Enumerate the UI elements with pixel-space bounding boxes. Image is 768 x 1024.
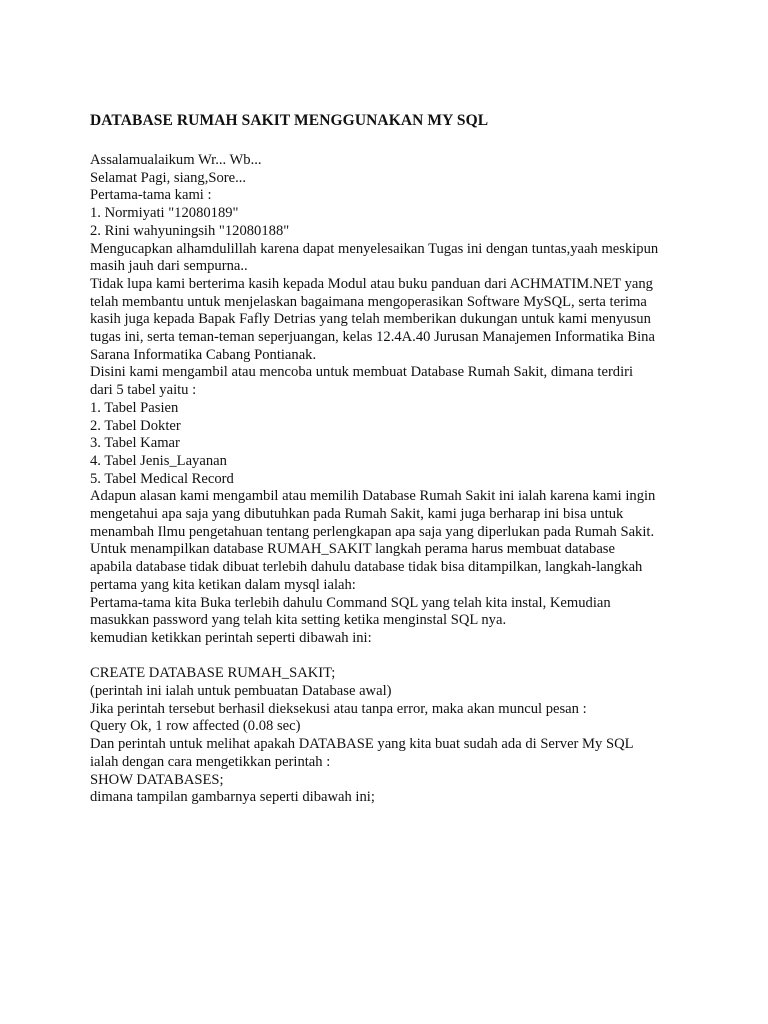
text-line: 3. Tabel Kamar <box>90 435 180 452</box>
text-line: Untuk menampilkan database RUMAH_SAKIT langkah perama harus membuat database <box>90 541 615 558</box>
text-line: Pertama-tama kami : <box>90 187 212 204</box>
text-line: 5. Tabel Medical Record <box>90 470 234 487</box>
document-title: DATABASE RUMAH SAKIT MENGGUNAKAN MY SQL <box>90 112 489 129</box>
text-line: 1. Tabel Pasien <box>90 399 179 416</box>
text-line: Mengucapkan alhamdulillah karena dapat menyelesaikan Tugas ini dengan tuntas,yaah meskipun <box>90 240 659 257</box>
text-line: tugas ini, serta teman-teman seperjuangan, kelas 12.4A.40 Jurusan Manajemen Informatika Bina <box>90 329 655 346</box>
blank-line <box>90 648 690 666</box>
text-line: SHOW DATABASES; <box>90 771 224 788</box>
text-line: mengetahui apa saja yang dibutuhkan pada Rumah Sakit, kami juga berharap ini bisa untuk <box>90 506 624 523</box>
text-line: pertama yang kita ketikan dalam mysql ialah: <box>90 576 356 593</box>
text-line: Jika perintah tersebut berhasil dieksekusi atau tanpa error, maka akan muncul pesan : <box>90 700 587 717</box>
text-line: 1. Normiyati "12080189" <box>90 205 239 222</box>
text-line: Assalamualaikum Wr... Wb... <box>90 152 262 168</box>
text-line: ialah dengan cara mengetikkan perintah : <box>90 753 331 770</box>
text-line: 2. Tabel Dokter <box>90 417 181 434</box>
text-line: dimana tampilan gambarnya seperti dibawah ini; <box>90 789 375 806</box>
text-line: CREATE DATABASE RUMAH_SAKIT; <box>90 665 336 682</box>
text-line: kasih juga kepada Bapak Fafly Detrias yang telah memberikan dukungan untuk kami menyusun <box>90 311 651 328</box>
text-line: masukkan password yang telah kita setting ketika menginstal SQL nya. <box>90 612 507 629</box>
text-line: Pertama-tama kita Buka terlebih dahulu Command SQL yang telah kita instal, Kemudian <box>90 594 611 611</box>
text-line: 4. Tabel Jenis_Layanan <box>90 452 227 469</box>
text-line: dari 5 tabel yaitu : <box>90 382 197 399</box>
text-line: telah membantu untuk menjelaskan bagaimana mengoperasikan Software MySQL, serta terima <box>90 293 647 310</box>
text-line: (perintah ini ialah untuk pembuatan Database awal) <box>90 683 392 700</box>
text-line: menambah Ilmu pengetahuan tentang perlengkapan apa saja yang diperlukan pada Rumah Sakit. <box>90 523 655 540</box>
document-body <box>90 152 690 807</box>
text-line: 2. Rini wahyuningsih "12080188" <box>90 222 290 239</box>
text-line: Query Ok, 1 row affected (0.08 sec) <box>90 718 301 735</box>
text-line: Sarana Informatika Cabang Pontianak. <box>90 346 317 363</box>
text-line: Adapun alasan kami mengambil atau memilih Database Rumah Sakit ini ialah karena kami ingin <box>90 488 656 505</box>
text-line: Tidak lupa kami berterima kasih kepada Modul atau buku panduan dari ACHMATIM.NET yang <box>90 275 653 292</box>
text-line: Selamat Pagi, siang,Sore... <box>90 169 247 186</box>
text-line: apabila database tidak dibuat terlebih dahulu database tidak bisa ditampilkan, langkah-langkah <box>90 559 643 576</box>
text-line: kemudian ketikkan perintah seperti dibawah ini: <box>90 629 372 646</box>
document-page <box>90 112 690 807</box>
text-line: Disini kami mengambil atau mencoba untuk membuat Database Rumah Sakit, dimana terdiri <box>90 364 634 381</box>
text-line: masih jauh dari sempurna.. <box>90 258 248 275</box>
text-line: Dan perintah untuk melihat apakah DATABASE yang kita buat sudah ada di Server My SQL <box>90 736 634 753</box>
